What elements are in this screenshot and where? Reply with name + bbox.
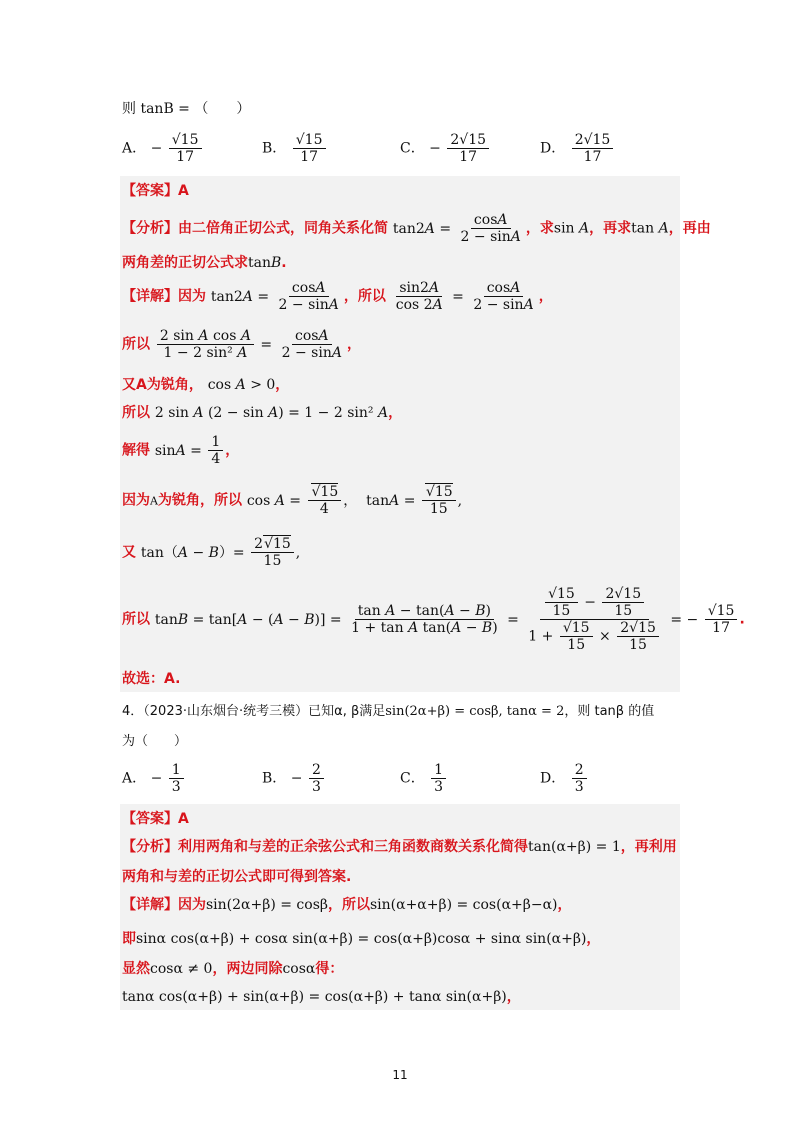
detail-text: 显然 [122,961,150,977]
q4-detail-line3 [122,958,343,978]
q4-option-a [122,762,186,795]
q4-answer: 【答案】A [122,811,189,827]
q4-option-c [400,762,448,795]
q3-option-d [540,132,615,165]
detail-text: 即 [122,931,136,947]
q4-stem [122,700,654,719]
analysis-text: 利用两角和与差的正余弦公式和三角函数商数关系化简得 [178,839,528,855]
analysis-text: 两角差的正切公式求 [122,255,248,271]
detail-text: 所以 [122,405,150,421]
detail-text: 解得 [122,442,150,459]
q3-detail-line4: 所以 2 sin A (2 − sin A) = 1 − 2 sin² A， [122,405,403,421]
q4-analysis-line2: 两角和与差的正切公式即可得到答案. [122,869,352,885]
detail-tag: 【详解】 [122,897,178,913]
option-denominator: 3 [574,779,584,796]
q3-stem [122,98,250,118]
q4-option-d [540,762,589,795]
analysis-text: ，求 [525,220,554,237]
detail-text: A为锐角， [136,377,203,393]
detail-text: 因为 [122,492,150,509]
analysis-text: ，再由 [668,220,711,237]
option-denominator: 17 [583,149,602,166]
q4-stem-end: ，则 tanβ 的值 [564,704,655,719]
q4-stem-text: 4．（2023·山东烟台·统考三模）已知α, β满足 [122,704,386,719]
detail-text: ， [343,288,358,305]
q3-detail-line2: 所以 $\frac{\text{2 sin A cos A}}{\text{1 − 2 sin² A}}$ = $\frac{\cos A}{2 - \sin A}$ ， [122,328,361,362]
q3-detail-line5: 解得 sinA = $\frac{1}{4}$ ， [122,434,240,468]
q4-option-b [262,762,326,795]
option-numerator: 2√15 [572,132,614,149]
q3-option-a [122,132,204,165]
option-numerator: 2√15 [447,132,489,149]
detail-text: 又 [122,544,136,561]
option-sign: − [290,770,303,787]
detail-text: ，所以 [327,897,370,913]
option-numerator: 1 [169,762,184,779]
option-label: D． [540,770,566,787]
detail-expr: sinα cos(α+β) + cosα sin(α+β) = cos(α+β)cosα + sinα sin(α+β) [136,931,587,947]
option-denominator: 17 [459,149,478,166]
detail-expr: sin(2α+β) = cosβ [206,897,328,913]
analysis-text: ，再求 [589,220,632,237]
detail-expr: cosα ≠ 0 [150,961,213,977]
q4-stem-line2: 为（ ） [122,734,188,749]
option-denominator: 17 [176,149,195,166]
q4-analysis-line1 [122,836,677,856]
q3-detail-line6: 因为A为锐角，所以 cos A = $\frac{√15}{4}$ ， tanA = $\frac{√15}{15}$ , [122,484,463,518]
q3-analysis-line1: 【分析】由二倍角正切公式，同角关系化简 tan2A = $\frac{\cos A}{2 - \sin A}$ ，求sin A，再求tan A，再由 [122,212,711,246]
q3-detail-line7: 又 tan（A − B）= $\frac{2√15}{15}$ , [122,536,301,570]
option-numerator: √15 [169,132,202,149]
option-label: D． [540,140,566,157]
analysis-expr: tan(α+β) = 1 [528,839,621,855]
detail-expr: sin(α+α+β) = cos(α+β−α) [369,897,558,913]
q3-detail-line8: 所以 tanB = tan[A − (A − B)] = $\frac{\text{tan A − tan(A − B)}}{\text{1 + tan A tan(A − B)}}$ = $\frac{√15}{15}$ − $\frac{2√15}{15}$ 1 + $\frac{√15}{15}$ × $\frac{2√15}{15}$ = − $\frac{√15}{17}$ . [122,586,745,654]
q3-answer: 【答案】A [122,183,189,199]
option-denominator: 17 [300,149,319,166]
detail-text: 又 [122,377,136,393]
q3-option-b [262,132,328,165]
q3-final: 故选：A. [122,671,181,687]
detail-text: 所以 [357,288,386,305]
option-sign: − [150,140,163,157]
q4-detail-line4: tanα cos(α+β) + sin(α+β) = cos(α+β) + tanα sin(α+β)， [122,989,521,1005]
detail-text: 因为 [178,897,206,913]
detail-text: 所以 [122,611,150,628]
option-numerator: √15 [293,132,326,149]
q3-option-c [400,132,491,165]
option-label: A． [122,140,147,157]
analysis-text: 由二倍角正切公式，同角关系化简 [178,220,388,237]
detail-text: ，两边同除 [212,961,283,977]
option-label: C． [400,770,425,787]
detail-text: 得： [315,961,344,977]
option-sign: − [150,770,163,787]
option-numerator: 2 [309,762,324,779]
q3-stem-expr: tanB = （ ） [140,101,251,117]
detail-text: 所以 [122,336,150,353]
q3-stem-prefix: 则 [122,101,136,117]
option-denominator: 3 [171,779,181,796]
detail-text: 为锐角，所以 [157,492,242,509]
q3-detail-line1: 【详解】因为 tan2A = $\frac{\cos A}{2 - \sin A}$ ，所以 $\frac{\sin 2A}{\cos 2A}$ = $\frac{\cos A}{2 - \sin A}$ ， [122,280,553,314]
option-denominator: 3 [311,779,321,796]
q3-analysis-line2: 两角差的正切公式求tanB. [122,255,287,271]
page-number: 11 [392,1068,408,1082]
option-label: B． [262,770,287,787]
option-numerator: 1 [431,762,446,779]
option-label: C． [400,140,425,157]
detail-text: 因为 [178,288,206,305]
q4-detail-line1: 【详解】因为sin(2α+β) = cosβ，所以sin(α+α+β) = cos(α+β−α)， [122,897,572,913]
option-label: A． [122,770,147,787]
detail-expr: tanα cos(α+β) + sin(α+β) = cos(α+β) + tanα sin(α+β) [122,989,507,1005]
option-label: B． [262,140,287,157]
q3-detail-line3: 又A为锐角， cos A > 0， [122,377,290,393]
detail-tag: 【详解】 [122,288,178,305]
option-sign: − [429,140,441,157]
analysis-tag: 【分析】 [122,839,178,855]
q4-stem-expr: sin(2α+β) = cosβ, tanα = 2 [385,704,565,719]
option-numerator: 2 [572,762,587,779]
analysis-tag: 【分析】 [122,220,178,237]
option-denominator: 3 [434,779,444,796]
detail-expr: cosα [282,961,316,977]
q4-detail-line2: 即sinα cos(α+β) + cosα sin(α+β) = cos(α+β)cosα + sinα sin(α+β)， [122,931,601,947]
analysis-text: . [281,255,287,271]
analysis-text: ，再利用 [620,839,677,855]
